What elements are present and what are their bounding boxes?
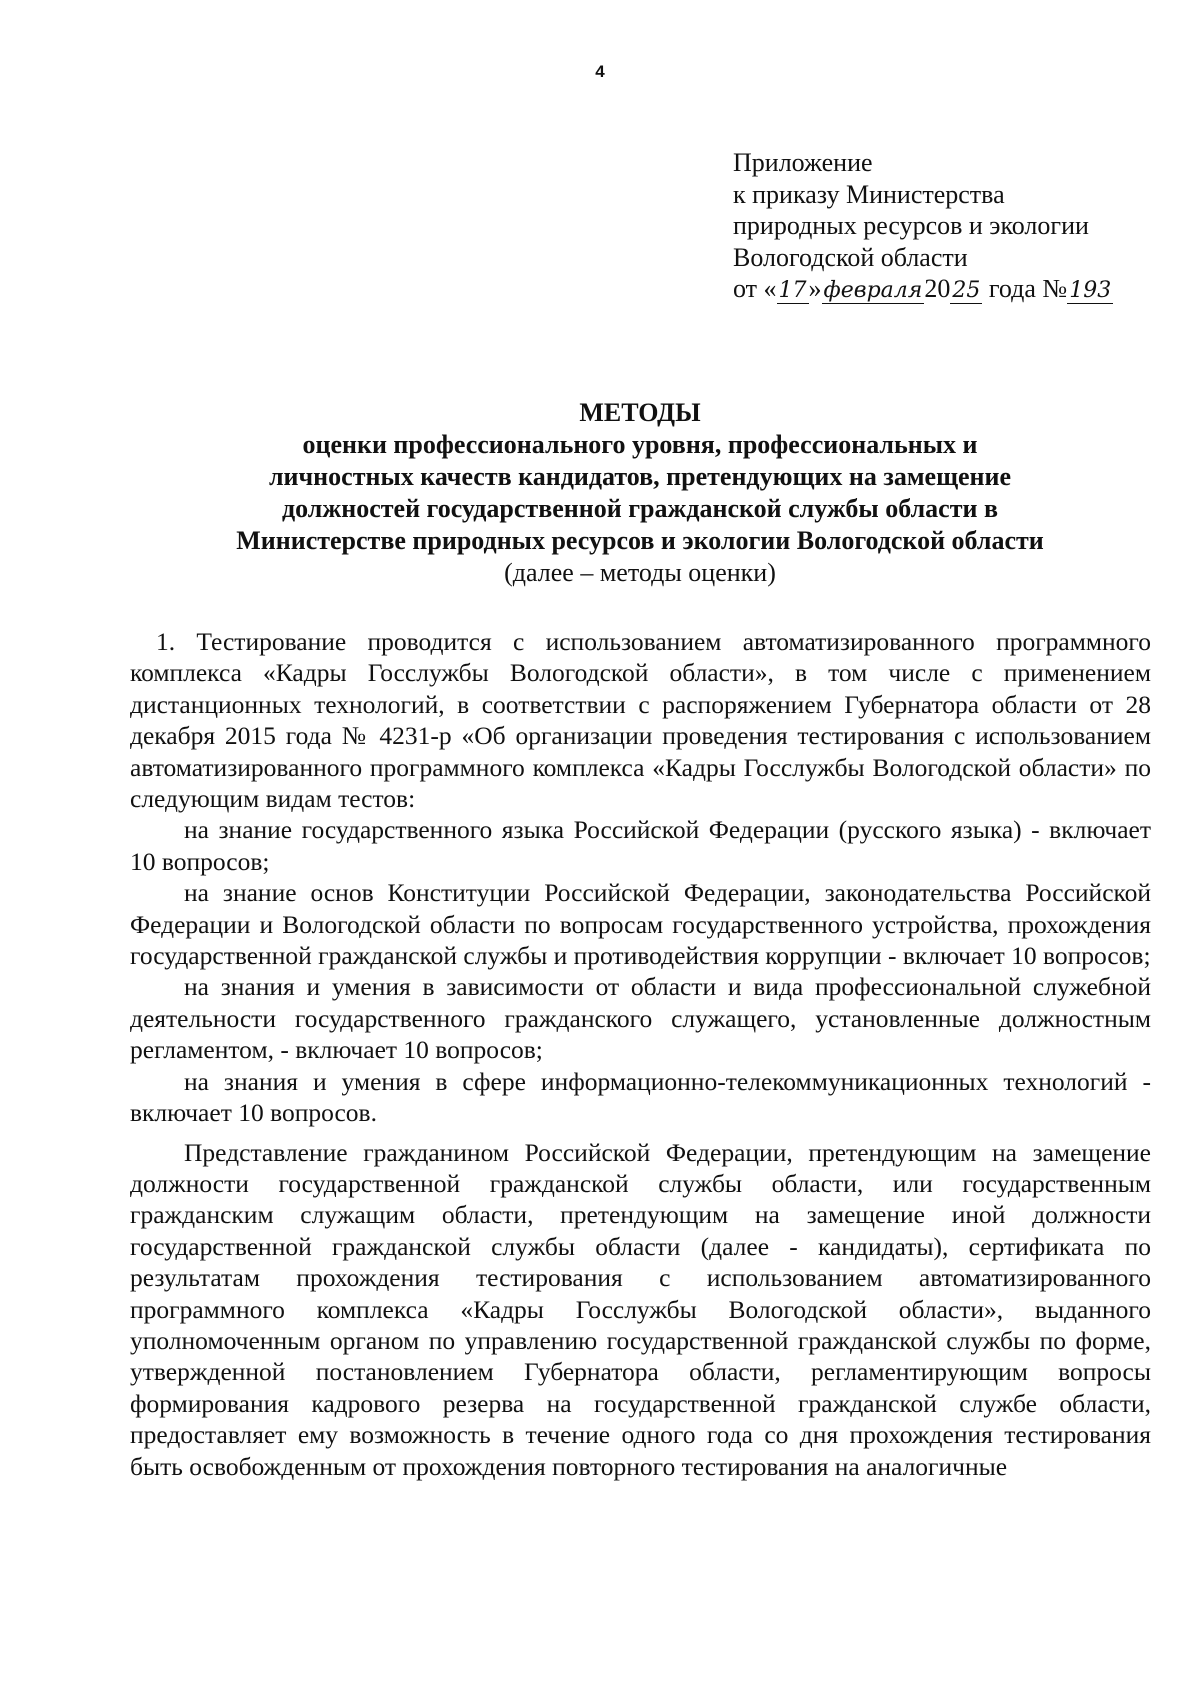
paragraph: 1. Тестирование проводится с использованием автоматизированного программного комплекса «Кадры Госслужбы Вологодской области», в том числе с применением дистанционных технологий, в соответствии с распоряжением Губернатора области от 28 декабря 2015 года № 4231-р «Об организации проведения тестирования с использованием автоматизированного программного комплекса «Кадры Госслужбы Вологодской области» по следующим видам тестов: xyxy=(130,627,1151,814)
handwritten-year: 25 xyxy=(952,278,981,303)
date-year-suffix: года № xyxy=(988,274,1068,303)
appendix-line: Вологодской области xyxy=(733,242,968,272)
date-mid: » xyxy=(808,274,822,303)
title-line: оценки профессионального уровня, профессиональных и xyxy=(302,430,978,459)
appendix-line: к приказу Министерства xyxy=(733,179,1005,209)
paragraph: на знание основ Конституции Российской Федерации, законодательства Российской Федерации и Вологодской области по вопросам государственного устройства, прохождения государственной гражданской службы и противодействия коррупции - включает 10 вопросов; xyxy=(130,878,1151,971)
date-prefix: от « xyxy=(733,274,777,303)
paragraph: на знания и умения в зависимости от области и вида профессиональной служебной деятельности государственного гражданского служащего, установленные должностным регламентом, - включает 10 вопросов; xyxy=(130,972,1151,1065)
handwritten-day: 17 xyxy=(778,278,807,303)
appendix-line: природных ресурсов и экологии xyxy=(733,211,1089,240)
appendix-date-line xyxy=(733,273,1173,305)
paragraph: Представление гражданином Российской Федерации, претендующим на замещение должности государственной гражданской службы области, или государственным гражданским служащим области, претендующим на замещение иной должности государственной гражданской службы области (далее - кандидаты), сертификата по результатам прохождения тестирования с использованием автоматизированного программного комплекса «Кадры Госслужбы Вологодской области», выданного уполномоченным органом по управлению государственной гражданской службы по форме, утвержденной постановлением Губернатора области, регламентирующим вопросы формирования кадрового резерва на государственной гражданской службе области, предоставляет ему возможность в течение одного года со дня прохождения тестирования быть освобожденным от прохождения повторного тестирования на аналогичные xyxy=(130,1137,1151,1481)
appendix-line: Приложение xyxy=(733,148,873,177)
handwritten-month: февраля xyxy=(823,278,923,303)
title-subline: (далее – методы оценки) xyxy=(504,558,776,587)
title-line: личностных качеств кандидатов, претендующих на замещение xyxy=(268,462,1012,491)
title-line: должностей государственной гражданской службы области в xyxy=(281,494,998,523)
date-year-prefix: 20 xyxy=(924,274,951,303)
handwritten-order-number: 193 xyxy=(1069,278,1112,303)
title-line: Министерстве природных ресурсов и экологии Вологодской области xyxy=(236,526,1044,555)
document-title xyxy=(130,397,1150,589)
paragraph: на знание государственного языка Российской Федерации (русского языка) - включает 10 вопросов; xyxy=(130,815,1151,876)
document-body xyxy=(130,626,1151,1482)
page-number: 4 xyxy=(595,62,605,81)
title-line: МЕТОДЫ xyxy=(579,398,701,427)
appendix-header xyxy=(733,147,1173,305)
paragraph: на знания и умения в сфере информационно-телекоммуникационных технологий - включает 10 вопросов. xyxy=(130,1066,1151,1128)
